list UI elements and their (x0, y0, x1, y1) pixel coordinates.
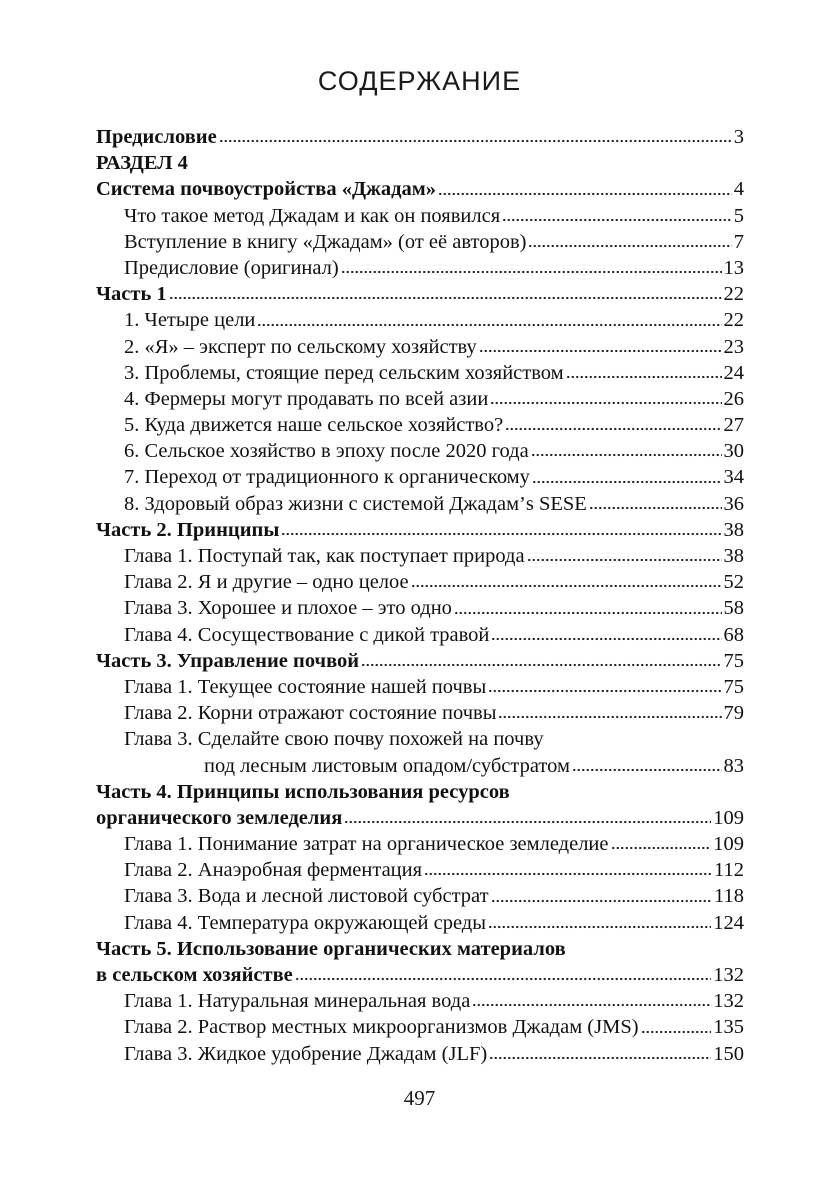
toc-entry[interactable] (96, 229, 744, 255)
toc-entry-page: 27 (723, 414, 744, 437)
toc-entry[interactable] (96, 255, 744, 281)
toc-entry[interactable] (96, 281, 744, 307)
toc-entry[interactable] (96, 595, 744, 621)
toc-entry-page: 7 (733, 230, 744, 253)
toc-entry-page: 38 (723, 518, 744, 541)
toc-entry[interactable] (96, 779, 744, 805)
toc-entry-title: 4. Фермеры могут продавать по всей азии (124, 387, 489, 410)
dot-leader (472, 1002, 711, 1008)
toc-entry-page: 112 (714, 859, 744, 882)
dot-leader (490, 400, 721, 406)
dot-leader (295, 976, 711, 982)
dot-leader (341, 269, 722, 275)
toc-entry-title: 7. Переход от традиционного к органическому (124, 466, 530, 489)
toc-entry-title: Предисловие (оригинал) (124, 256, 339, 279)
toc-entry-title: 8. Здоровый образ жизни с системой Джадам’s SESE (124, 492, 587, 515)
toc-entry-page: 75 (723, 649, 744, 672)
toc-entry[interactable] (96, 910, 744, 936)
toc-entry-page: 132 (713, 990, 744, 1013)
toc-entry[interactable] (96, 883, 744, 909)
dot-leader (641, 1029, 712, 1035)
toc-entry-title: Глава 3. Сделайте свою почву похожей на почву (124, 728, 544, 751)
dot-leader (411, 583, 722, 589)
toc-entry-title: Глава 2. Я и другие – одно целое (124, 571, 409, 594)
toc-entry-page: 26 (723, 387, 744, 410)
dot-leader (488, 924, 711, 930)
toc-entry-page: 23 (723, 335, 744, 358)
toc-entry-title: РАЗДЕЛ 4 (96, 152, 188, 175)
toc-entry-title: Глава 1. Натуральная минеральная вода (124, 990, 471, 1013)
toc-entry[interactable] (96, 543, 744, 569)
toc-entry[interactable] (96, 831, 744, 857)
dot-leader (479, 348, 722, 354)
toc-entry-page: 68 (723, 623, 744, 646)
toc-entry-page: 24 (723, 361, 744, 384)
toc-entry[interactable] (96, 334, 744, 360)
toc-entry-title: Глава 2. Раствор местных микроорганизмов Джадам (JMS) (124, 1016, 639, 1039)
toc-entry[interactable] (96, 464, 744, 490)
toc-entry-page: 132 (713, 964, 744, 986)
toc-entry[interactable] (96, 124, 744, 150)
toc-entry-page: 3 (733, 126, 744, 148)
dot-leader (498, 714, 721, 720)
toc-entry-page: 135 (713, 1016, 744, 1039)
toc-entry[interactable] (96, 360, 744, 386)
toc-entry-title: Часть 4. Принципы использования ресурсов (96, 780, 510, 803)
dot-leader (531, 452, 722, 458)
toc-entry-title: Предисловие (96, 126, 217, 148)
dot-leader (528, 243, 731, 249)
toc-entry[interactable] (96, 726, 744, 752)
toc-entry-title: Часть 3. Управление почвой (96, 649, 360, 672)
toc-entry[interactable] (96, 438, 744, 464)
page-title: СОДЕРЖАНИЕ (317, 66, 522, 96)
toc-entry-title: Глава 4. Сосуществование с дикой травой (124, 623, 490, 646)
toc-entry-title: Часть 2. Принципы (96, 518, 280, 541)
toc-entry[interactable] (96, 962, 744, 988)
dot-leader (454, 610, 722, 616)
toc-entry-page: 30 (723, 440, 744, 463)
toc-entry[interactable] (96, 674, 744, 700)
toc-entry-title: Что такое метод Джадам и как он появился (124, 204, 501, 227)
toc-entry-title: 3. Проблемы, стоящие перед сельским хозяйством (124, 361, 564, 384)
toc-entry-title: в сельском хозяйстве (96, 964, 293, 986)
toc-entry[interactable] (96, 936, 744, 962)
dot-leader (491, 898, 712, 904)
toc-entry-page: 109 (713, 806, 744, 829)
dot-leader (219, 138, 732, 144)
toc-entry[interactable] (96, 622, 744, 648)
toc-entry[interactable] (96, 491, 744, 517)
toc-entry[interactable] (96, 569, 744, 595)
dot-leader (281, 531, 721, 537)
dot-leader (257, 322, 721, 328)
dot-leader (344, 819, 711, 825)
toc-entry-page: 4 (733, 178, 744, 201)
dot-leader (502, 217, 732, 223)
toc-entry-page: 36 (723, 492, 744, 515)
toc-entry[interactable] (96, 203, 744, 229)
toc-entry-title: Глава 1. Понимание затрат на органическое земледелие (124, 833, 609, 856)
toc-entry[interactable] (96, 412, 744, 438)
toc-entry-title: 2. «Я» – эксперт по сельскому хозяйству (124, 335, 477, 358)
toc-entry-page: 22 (723, 309, 744, 332)
toc-entry[interactable] (96, 700, 744, 726)
dot-leader (361, 662, 721, 668)
page-number: 497 (403, 1086, 436, 1110)
toc-entry-title: Глава 3. Жидкое удобрение Джадам (JLF) (124, 1042, 488, 1065)
toc-entry-page: 58 (723, 597, 744, 620)
dot-leader (611, 845, 712, 851)
toc-entry-page: 150 (713, 1042, 744, 1065)
toc-entry-title: Глава 1. Поступай так, как поступает природа (124, 545, 525, 567)
dot-leader (169, 295, 722, 301)
toc-entry[interactable] (96, 988, 744, 1014)
toc-entry[interactable] (96, 176, 744, 202)
toc-entry[interactable] (96, 648, 744, 674)
toc-entry-title: Глава 2. Корни отражают состояние почвы (124, 702, 497, 725)
dot-leader (489, 1055, 711, 1061)
toc-entry-page: 124 (713, 911, 744, 934)
toc-entry-title: Часть 1 (96, 283, 167, 306)
toc-entry-page: 79 (723, 702, 744, 725)
toc-entry-title: под лесным листовым опадом/субстратом (204, 754, 570, 777)
toc-entry[interactable] (96, 805, 744, 831)
toc-entry[interactable] (96, 753, 744, 779)
toc-entry[interactable] (96, 1041, 744, 1067)
toc-entry-title: Система почвоустройства «Джадам» (96, 178, 436, 201)
toc-entry-title: Глава 3. Вода и лесной листовой субстрат (124, 885, 489, 908)
dot-leader (589, 505, 722, 511)
toc-entry-title: органического земледелия (96, 806, 343, 829)
toc-entry-page: 52 (723, 571, 744, 594)
dot-leader (566, 374, 722, 380)
table-of-contents (96, 124, 744, 1067)
toc-entry-page: 22 (723, 283, 744, 306)
toc-entry[interactable] (96, 857, 744, 883)
toc-entry[interactable] (96, 386, 744, 412)
dot-leader (424, 871, 712, 877)
toc-entry-title: Глава 4. Температура окружающей среды (124, 911, 486, 934)
toc-entry[interactable] (96, 517, 744, 543)
toc-entry-page: 5 (733, 204, 744, 227)
toc-entry[interactable] (96, 307, 744, 333)
toc-entry[interactable] (96, 1014, 744, 1040)
dot-leader (488, 688, 721, 694)
toc-entry-title: 5. Куда движется наше сельское хозяйство? (124, 414, 504, 437)
dot-leader (505, 426, 721, 432)
dot-leader (527, 557, 722, 563)
toc-entry-page: 34 (723, 466, 744, 489)
dot-leader (572, 767, 722, 773)
toc-entry-title: Часть 5. Использование органических материалов (96, 937, 566, 960)
toc-entry-title: Глава 1. Текущее состояние нашей почвы (124, 675, 487, 698)
toc-entry-page: 38 (723, 545, 744, 567)
toc-entry-page: 109 (713, 833, 744, 856)
toc-entry-page: 75 (723, 675, 744, 698)
toc-entry-page: 13 (723, 256, 744, 279)
dot-leader (491, 636, 721, 642)
dot-leader (532, 479, 722, 485)
toc-entry-title: Глава 3. Хорошее и плохое – это одно (124, 597, 452, 620)
toc-entry-title: Глава 2. Анаэробная ферментация (124, 859, 423, 882)
toc-entry-title: 1. Четыре цели (124, 309, 256, 332)
dot-leader (438, 191, 732, 197)
toc-entry[interactable] (96, 150, 744, 176)
toc-entry-title: Вступление в книгу «Джадам» (от её авторов) (124, 230, 527, 253)
toc-entry-title: 6. Сельское хозяйство в эпоху после 2020 года (124, 440, 529, 463)
toc-entry-page: 118 (714, 885, 744, 908)
toc-entry-page: 83 (723, 754, 744, 777)
